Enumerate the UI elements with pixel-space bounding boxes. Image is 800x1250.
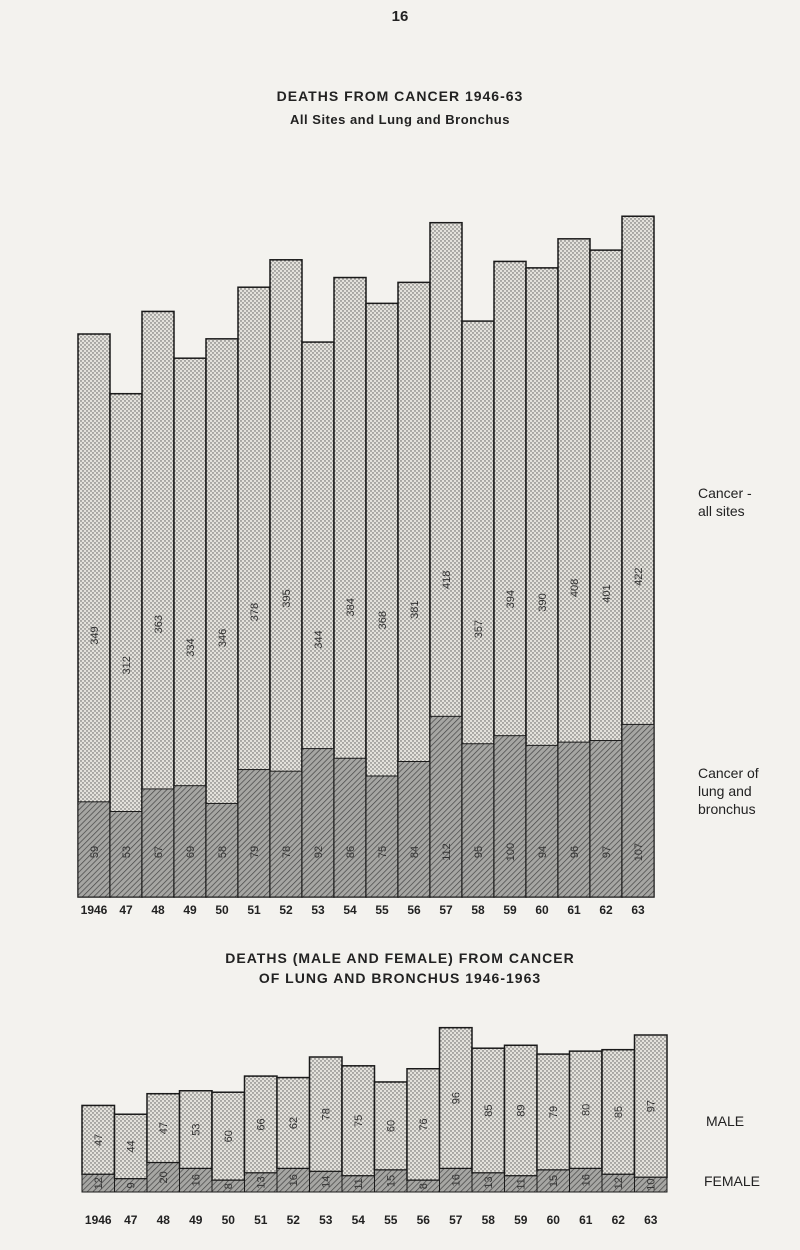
chart1-label-lung: 84 — [409, 845, 421, 859]
chart1-label-lung: 53 — [121, 845, 133, 859]
chart1-year-label: 61 — [567, 903, 581, 917]
chart2-year-label: 53 — [319, 1213, 333, 1227]
chart2-label-male: 89 — [515, 1104, 528, 1117]
chart2-label-male: 60 — [223, 1130, 236, 1143]
chart2-year-label: 1946 — [84, 1213, 112, 1227]
chart2-year-label: 49 — [189, 1213, 203, 1227]
chart2-year-label: 61 — [579, 1213, 593, 1227]
chart1-bar-lung — [270, 771, 302, 897]
chart1-label-lung: 95 — [473, 845, 485, 859]
chart1-label-lung: 79 — [249, 845, 261, 859]
chart1-bar-lung — [558, 742, 590, 897]
chart2-label-female: 8 — [223, 1183, 236, 1190]
chart2-label-male: 44 — [125, 1140, 138, 1153]
chart2-year-label: 59 — [514, 1213, 528, 1227]
chart2-bars — [82, 1028, 667, 1227]
chart2-year-label: 50 — [221, 1213, 235, 1227]
chart1-label-all-sites: 418 — [441, 570, 453, 590]
chart2-label-female: 12 — [613, 1177, 626, 1190]
chart2-label-male: 97 — [645, 1100, 658, 1113]
chart1-label-all-sites: 381 — [409, 600, 421, 619]
chart1-label-lung: 112 — [441, 843, 453, 861]
chart1-bar-lung — [142, 789, 174, 897]
chart1-year-label: 51 — [247, 903, 261, 917]
chart1-bar-lung — [494, 736, 526, 897]
chart1-label-all-sites: 344 — [313, 630, 325, 649]
chart1-bar-lung — [462, 744, 494, 897]
chart2-year-label: 47 — [124, 1213, 138, 1227]
chart1-label-all-sites: 408 — [569, 578, 581, 598]
chart1-bar-lung — [398, 761, 430, 897]
chart2-year-label: 62 — [611, 1213, 625, 1227]
chart2-year-label: 52 — [286, 1213, 300, 1227]
chart1-title: DEATHS FROM CANCER 1946-63 — [276, 88, 524, 104]
chart2-label-female: 16 — [288, 1174, 301, 1187]
chart1-bar-lung — [526, 745, 558, 897]
chart2-label-male: 80 — [580, 1103, 593, 1116]
legend-lung-bronchus: Cancer of lung and bronchus — [698, 765, 759, 817]
chart2-title-line1: DEATHS (MALE AND FEMALE) FROM CANCER — [225, 950, 575, 966]
chart2-label-male: 75 — [353, 1114, 366, 1127]
chart1-label-lung: 97 — [601, 845, 613, 859]
chart2-label-male: 76 — [418, 1118, 431, 1131]
chart1-label-lung: 92 — [313, 845, 325, 859]
chart2-label-male: 62 — [288, 1116, 301, 1130]
chart1-label-lung: 94 — [537, 845, 549, 859]
chart2-year-label: 60 — [546, 1213, 560, 1227]
chart1-label-all-sites: 395 — [281, 589, 293, 608]
chart1-label-lung: 107 — [633, 842, 645, 862]
chart2-label-male: 78 — [320, 1108, 333, 1121]
chart1-year-label: 58 — [471, 903, 485, 917]
chart2-label-male: 66 — [255, 1118, 268, 1131]
chart2-label-female: 16 — [190, 1174, 203, 1187]
chart1-subtitle: All Sites and Lung and Bronchus — [290, 112, 510, 127]
chart1-year-label: 57 — [439, 903, 453, 917]
chart1-label-all-sites: 368 — [377, 610, 389, 630]
chart2-label-female: 11 — [353, 1178, 366, 1190]
chart2-year-label: 63 — [644, 1213, 658, 1227]
chart2-label-female: 8 — [418, 1183, 431, 1190]
chart2-label-male: 85 — [613, 1105, 626, 1119]
chart1-label-lung: 67 — [153, 845, 165, 859]
chart2-label-male: 96 — [450, 1091, 463, 1105]
chart1-label-all-sites: 390 — [537, 593, 549, 612]
chart1-year-label: 48 — [151, 903, 165, 917]
chart1-year-label: 62 — [599, 903, 613, 917]
chart2-label-female: 12 — [93, 1177, 106, 1190]
chart1-bar-lung — [590, 741, 622, 897]
chart1-year-label: 50 — [215, 903, 229, 917]
chart1-label-all-sites: 349 — [89, 626, 101, 645]
chart1-bars — [78, 216, 654, 917]
page-number: 16 — [391, 8, 409, 25]
chart1-year-label: 60 — [535, 903, 549, 917]
chart1-label-all-sites: 312 — [121, 656, 133, 675]
chart1-bar-lung — [622, 724, 654, 897]
chart1-year-label: 52 — [279, 903, 293, 917]
legend-all-sites: Cancer - all sites — [698, 485, 752, 519]
chart1-bar-lung — [430, 716, 462, 897]
chart1-year-label: 54 — [343, 903, 357, 917]
chart1-year-label: 59 — [503, 903, 517, 917]
chart1-label-all-sites: 384 — [345, 598, 357, 617]
chart2-label-female: 10 — [645, 1178, 658, 1191]
chart2-label-female: 14 — [320, 1175, 333, 1188]
chart1-label-all-sites: 334 — [185, 638, 197, 657]
chart2-label-female: 16 — [450, 1174, 463, 1187]
chart2-year-label: 48 — [156, 1213, 170, 1227]
chart1-label-lung: 78 — [281, 845, 293, 859]
chart1-label-all-sites: 363 — [153, 615, 165, 634]
chart1-year-label: 53 — [311, 903, 325, 917]
chart1-label-all-sites: 357 — [473, 619, 485, 639]
chart2-label-female: 16 — [580, 1174, 593, 1187]
chart2-year-label: 54 — [351, 1213, 365, 1227]
chart2-year-label: 56 — [416, 1213, 430, 1227]
chart1-bar-lung — [238, 770, 270, 897]
chart1-label-lung: 58 — [217, 845, 229, 859]
legend-female: FEMALE — [704, 1173, 761, 1189]
chart1-year-label: 63 — [631, 903, 645, 917]
chart2-label-female: 20 — [158, 1171, 171, 1184]
chart1-bar-lung — [174, 786, 206, 897]
chart2-year-label: 51 — [254, 1213, 268, 1227]
chart1-year-label: 47 — [119, 903, 133, 917]
chart1-label-lung: 75 — [377, 845, 389, 859]
chart1-label-lung: 69 — [185, 845, 197, 859]
chart2-year-label: 55 — [384, 1213, 398, 1227]
chart1-bar-lung — [302, 749, 334, 897]
chart2-label-female: 9 — [125, 1182, 138, 1189]
chart2-label-female: 13 — [483, 1176, 496, 1189]
chart1-label-all-sites: 394 — [505, 590, 517, 609]
chart1-year-label: 56 — [407, 903, 421, 917]
chart2-label-male: 53 — [190, 1123, 203, 1136]
chart1-year-label: 49 — [183, 903, 197, 917]
chart1-label-all-sites: 378 — [249, 602, 261, 622]
chart2-label-male: 79 — [548, 1105, 561, 1119]
chart2-label-male: 85 — [483, 1104, 496, 1117]
chart1-label-lung: 59 — [89, 845, 101, 859]
chart1-label-all-sites: 401 — [601, 584, 613, 603]
chart2-label-male: 47 — [158, 1122, 171, 1135]
chart1-bar-lung — [334, 758, 366, 897]
legend-male: MALE — [706, 1113, 745, 1129]
chart2-title-line2: OF LUNG AND BRONCHUS 1946-1963 — [258, 970, 542, 986]
chart1-year-label: 1946 — [80, 903, 108, 917]
chart2-label-female: 11 — [515, 1178, 528, 1190]
chart2-year-label: 57 — [449, 1213, 463, 1227]
chart1-label-lung: 100 — [505, 842, 517, 862]
chart2-label-female: 15 — [385, 1174, 398, 1188]
chart1-bar-lung — [366, 776, 398, 897]
chart2-year-label: 58 — [481, 1213, 495, 1227]
chart1-label-all-sites: 346 — [217, 628, 229, 648]
chart1-label-lung: 86 — [345, 845, 357, 859]
chart1-year-label: 55 — [375, 903, 389, 917]
chart2-label-male: 47 — [93, 1133, 106, 1147]
chart2-label-female: 15 — [548, 1174, 561, 1188]
chart1-label-all-sites: 422 — [633, 567, 645, 586]
chart2-label-male: 60 — [385, 1119, 398, 1133]
chart2-label-female: 13 — [255, 1176, 268, 1189]
chart1-label-lung: 96 — [569, 845, 581, 859]
